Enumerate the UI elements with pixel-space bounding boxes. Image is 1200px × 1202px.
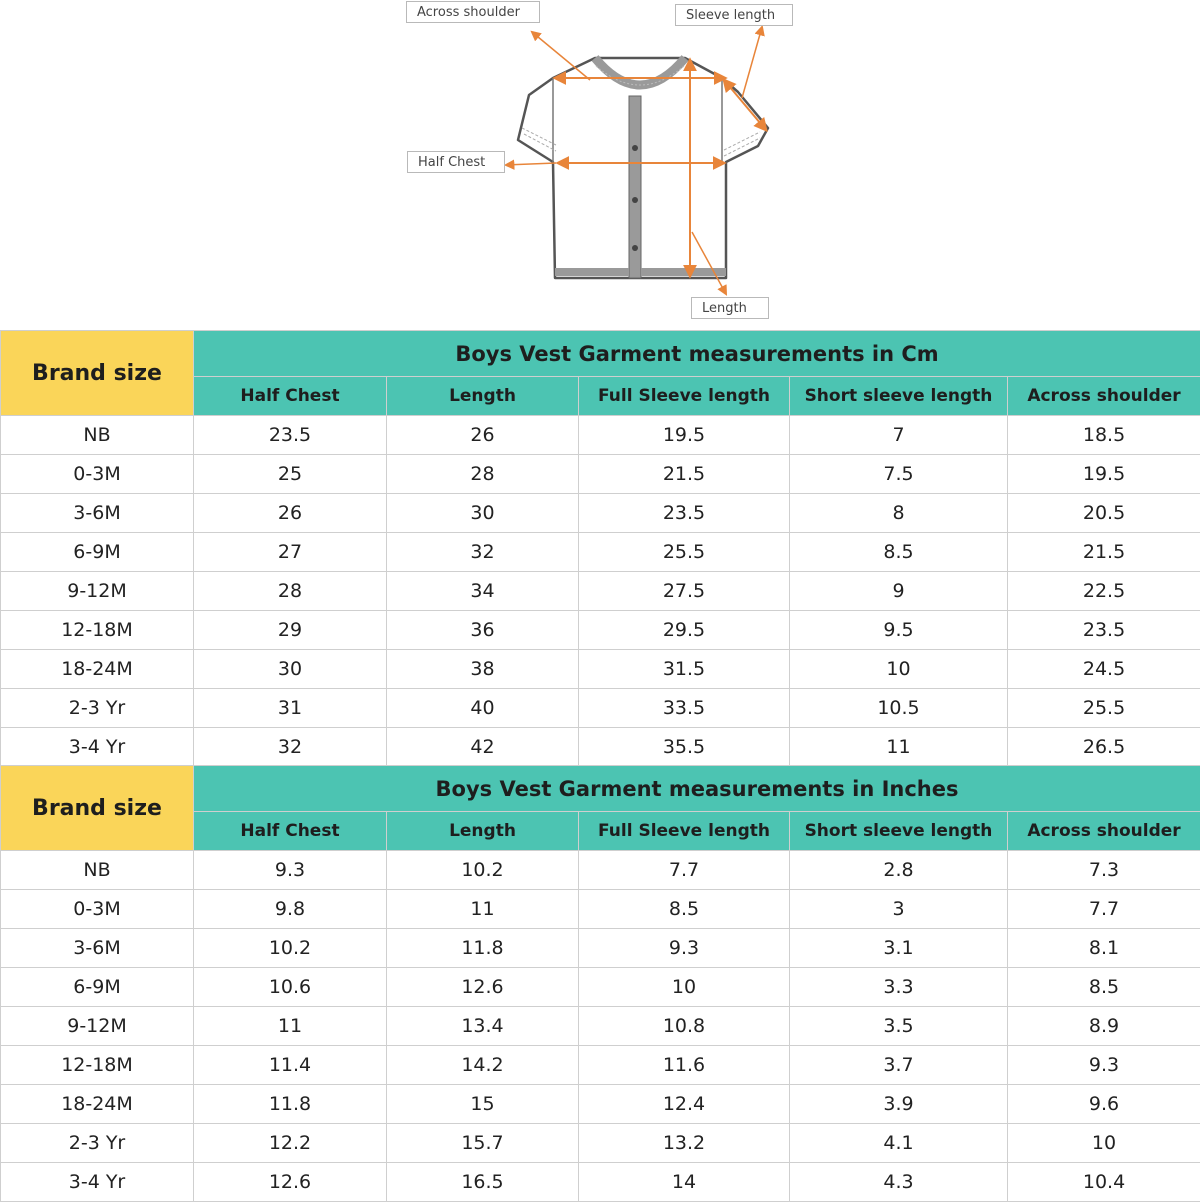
table-cell: 8.9 (1008, 1007, 1200, 1046)
table-cell: 32 (194, 728, 387, 767)
garment-diagram (0, 0, 1200, 330)
table-cell: 27 (194, 533, 387, 572)
table-cell: 9.5 (790, 611, 1008, 650)
table-cell: 11.8 (387, 929, 579, 968)
table-cell: 25 (194, 455, 387, 494)
size-table-cm (0, 330, 1200, 767)
table-cell: 9-12M (1, 1007, 194, 1046)
table-cell: 0-3M (1, 890, 194, 929)
table-title: Boys Vest Garment measurements in Inches (194, 766, 1200, 812)
table-row (1, 890, 1200, 929)
table-cell: 11 (790, 728, 1008, 767)
table-cell: 16.5 (387, 1163, 579, 1202)
column-header-half-chest: Half Chest (194, 812, 387, 851)
column-header-across-shoulder: Across shoulder (1008, 377, 1200, 416)
brand-size-header: Brand size (1, 331, 194, 416)
table-row (1, 1124, 1200, 1163)
table-cell: 32 (387, 533, 579, 572)
table-cell: 2.8 (790, 851, 1008, 890)
table-cell: 35.5 (579, 728, 790, 767)
table-cell: 8.5 (579, 890, 790, 929)
table-row (1, 851, 1200, 890)
table-cell: 31 (194, 689, 387, 728)
vest-outline (518, 58, 768, 278)
table-cell: 3.9 (790, 1085, 1008, 1124)
table-cell: 40 (387, 689, 579, 728)
table-cell: 10.5 (790, 689, 1008, 728)
sleeve-length-callout: Sleeve length (675, 4, 793, 26)
table-row (1, 533, 1200, 572)
table-cell: 23.5 (579, 494, 790, 533)
table-cell: 29.5 (579, 611, 790, 650)
table-cell: 22.5 (1008, 572, 1200, 611)
table-cell: 8 (790, 494, 1008, 533)
vest-illustration (0, 0, 1200, 330)
table-cell: 29 (194, 611, 387, 650)
column-header-short-sleeve: Short sleeve length (790, 377, 1008, 416)
table-cell: 21.5 (1008, 533, 1200, 572)
table-cell: 14.2 (387, 1046, 579, 1085)
table-cell: 23.5 (1008, 611, 1200, 650)
table-cell: 11 (387, 890, 579, 929)
table-cell: 2-3 Yr (1, 689, 194, 728)
table-cell: 26 (387, 416, 579, 455)
table-row (1, 572, 1200, 611)
table-cell: 30 (387, 494, 579, 533)
table-cell: 10.4 (1008, 1163, 1200, 1202)
column-header-length: Length (387, 377, 579, 416)
table-cell: 10.8 (579, 1007, 790, 1046)
table-row (1, 494, 1200, 533)
table-cell: 19.5 (579, 416, 790, 455)
table-cell: 3.7 (790, 1046, 1008, 1085)
table-cell: NB (1, 416, 194, 455)
table-cell: 7.5 (790, 455, 1008, 494)
table-cell: 28 (387, 455, 579, 494)
table-cell: 31.5 (579, 650, 790, 689)
table-cell: 11.8 (194, 1085, 387, 1124)
table-cell: 8.5 (1008, 968, 1200, 1007)
table-row (1, 929, 1200, 968)
table-cell: 33.5 (579, 689, 790, 728)
table-cell: 12-18M (1, 611, 194, 650)
table-cell: 13.2 (579, 1124, 790, 1163)
table-row (1, 611, 1200, 650)
table-cell: 10 (579, 968, 790, 1007)
table-cell: 3.5 (790, 1007, 1008, 1046)
table-cell: 7 (790, 416, 1008, 455)
table-cell: 9.3 (1008, 1046, 1200, 1085)
table-cell: 18-24M (1, 650, 194, 689)
table-cell: 8.5 (790, 533, 1008, 572)
table-cell: 38 (387, 650, 579, 689)
table-cell: 3-4 Yr (1, 1163, 194, 1202)
table-cell: 42 (387, 728, 579, 767)
table-cell: 3.3 (790, 968, 1008, 1007)
table-cell: 24.5 (1008, 650, 1200, 689)
length-callout: Length (691, 297, 769, 319)
table-cell: 12.6 (194, 1163, 387, 1202)
table-cell: 10 (790, 650, 1008, 689)
across-shoulder-callout: Across shoulder (406, 1, 540, 23)
table-cell: 12.4 (579, 1085, 790, 1124)
table-cell: 2-3 Yr (1, 1124, 194, 1163)
table-row (1, 1046, 1200, 1085)
table-cell: 10.2 (387, 851, 579, 890)
table-title: Boys Vest Garment measurements in Cm (194, 331, 1200, 377)
table-row (1, 416, 1200, 455)
table-cell: 9.3 (579, 929, 790, 968)
table-cell: 34 (387, 572, 579, 611)
table-cell: 9-12M (1, 572, 194, 611)
table-cell: 7.7 (579, 851, 790, 890)
table-cell: 18.5 (1008, 416, 1200, 455)
table-cell: 28 (194, 572, 387, 611)
table-row (1, 1163, 1200, 1202)
column-header-across-shoulder: Across shoulder (1008, 812, 1200, 851)
brand-size-header: Brand size (1, 766, 194, 851)
table-row (1, 968, 1200, 1007)
table-cell: 6-9M (1, 968, 194, 1007)
table-cell: 15.7 (387, 1124, 579, 1163)
table-cell: 15 (387, 1085, 579, 1124)
table-cell: 4.3 (790, 1163, 1008, 1202)
table-cell: 3 (790, 890, 1008, 929)
table-cell: 3.1 (790, 929, 1008, 968)
table-row (1, 1007, 1200, 1046)
table-cell: 11.4 (194, 1046, 387, 1085)
table-cell: 23.5 (194, 416, 387, 455)
table-row (1, 650, 1200, 689)
table-cell: 7.7 (1008, 890, 1200, 929)
size-table-inches (0, 765, 1200, 1202)
table-cell: 25.5 (579, 533, 790, 572)
table-cell: 10 (1008, 1124, 1200, 1163)
table-cell: 0-3M (1, 455, 194, 494)
table-cell: 3-4 Yr (1, 728, 194, 767)
table-cell: 18-24M (1, 1085, 194, 1124)
table-cell: 26.5 (1008, 728, 1200, 767)
table-cell: 25.5 (1008, 689, 1200, 728)
table-cell: 19.5 (1008, 455, 1200, 494)
table-cell: 36 (387, 611, 579, 650)
column-header-length: Length (387, 812, 579, 851)
table-cell: 9.3 (194, 851, 387, 890)
table-cell: 4.1 (790, 1124, 1008, 1163)
table-cell: 12.2 (194, 1124, 387, 1163)
table-cell: 11.6 (579, 1046, 790, 1085)
table-cell: 20.5 (1008, 494, 1200, 533)
column-header-full-sleeve: Full Sleeve length (579, 812, 790, 851)
table-cell: 10.2 (194, 929, 387, 968)
table-cell: 30 (194, 650, 387, 689)
table-cell: 3-6M (1, 929, 194, 968)
table-cell: 9.6 (1008, 1085, 1200, 1124)
table-row (1, 455, 1200, 494)
table-cell: 12.6 (387, 968, 579, 1007)
table-row (1, 1085, 1200, 1124)
table-cell: 10.6 (194, 968, 387, 1007)
table-cell: 7.3 (1008, 851, 1200, 890)
table-cell: 21.5 (579, 455, 790, 494)
column-header-half-chest: Half Chest (194, 377, 387, 416)
table-cell: 9 (790, 572, 1008, 611)
table-cell: 11 (194, 1007, 387, 1046)
table-cell: 27.5 (579, 572, 790, 611)
table-cell: 6-9M (1, 533, 194, 572)
table-cell: 14 (579, 1163, 790, 1202)
table-cell: 12-18M (1, 1046, 194, 1085)
column-header-short-sleeve: Short sleeve length (790, 812, 1008, 851)
table-cell: NB (1, 851, 194, 890)
column-header-full-sleeve: Full Sleeve length (579, 377, 790, 416)
table-cell: 3-6M (1, 494, 194, 533)
table-cell: 9.8 (194, 890, 387, 929)
table-row (1, 728, 1200, 767)
table-cell: 26 (194, 494, 387, 533)
half-chest-callout: Half Chest (407, 151, 505, 173)
table-cell: 8.1 (1008, 929, 1200, 968)
table-row (1, 689, 1200, 728)
table-cell: 13.4 (387, 1007, 579, 1046)
